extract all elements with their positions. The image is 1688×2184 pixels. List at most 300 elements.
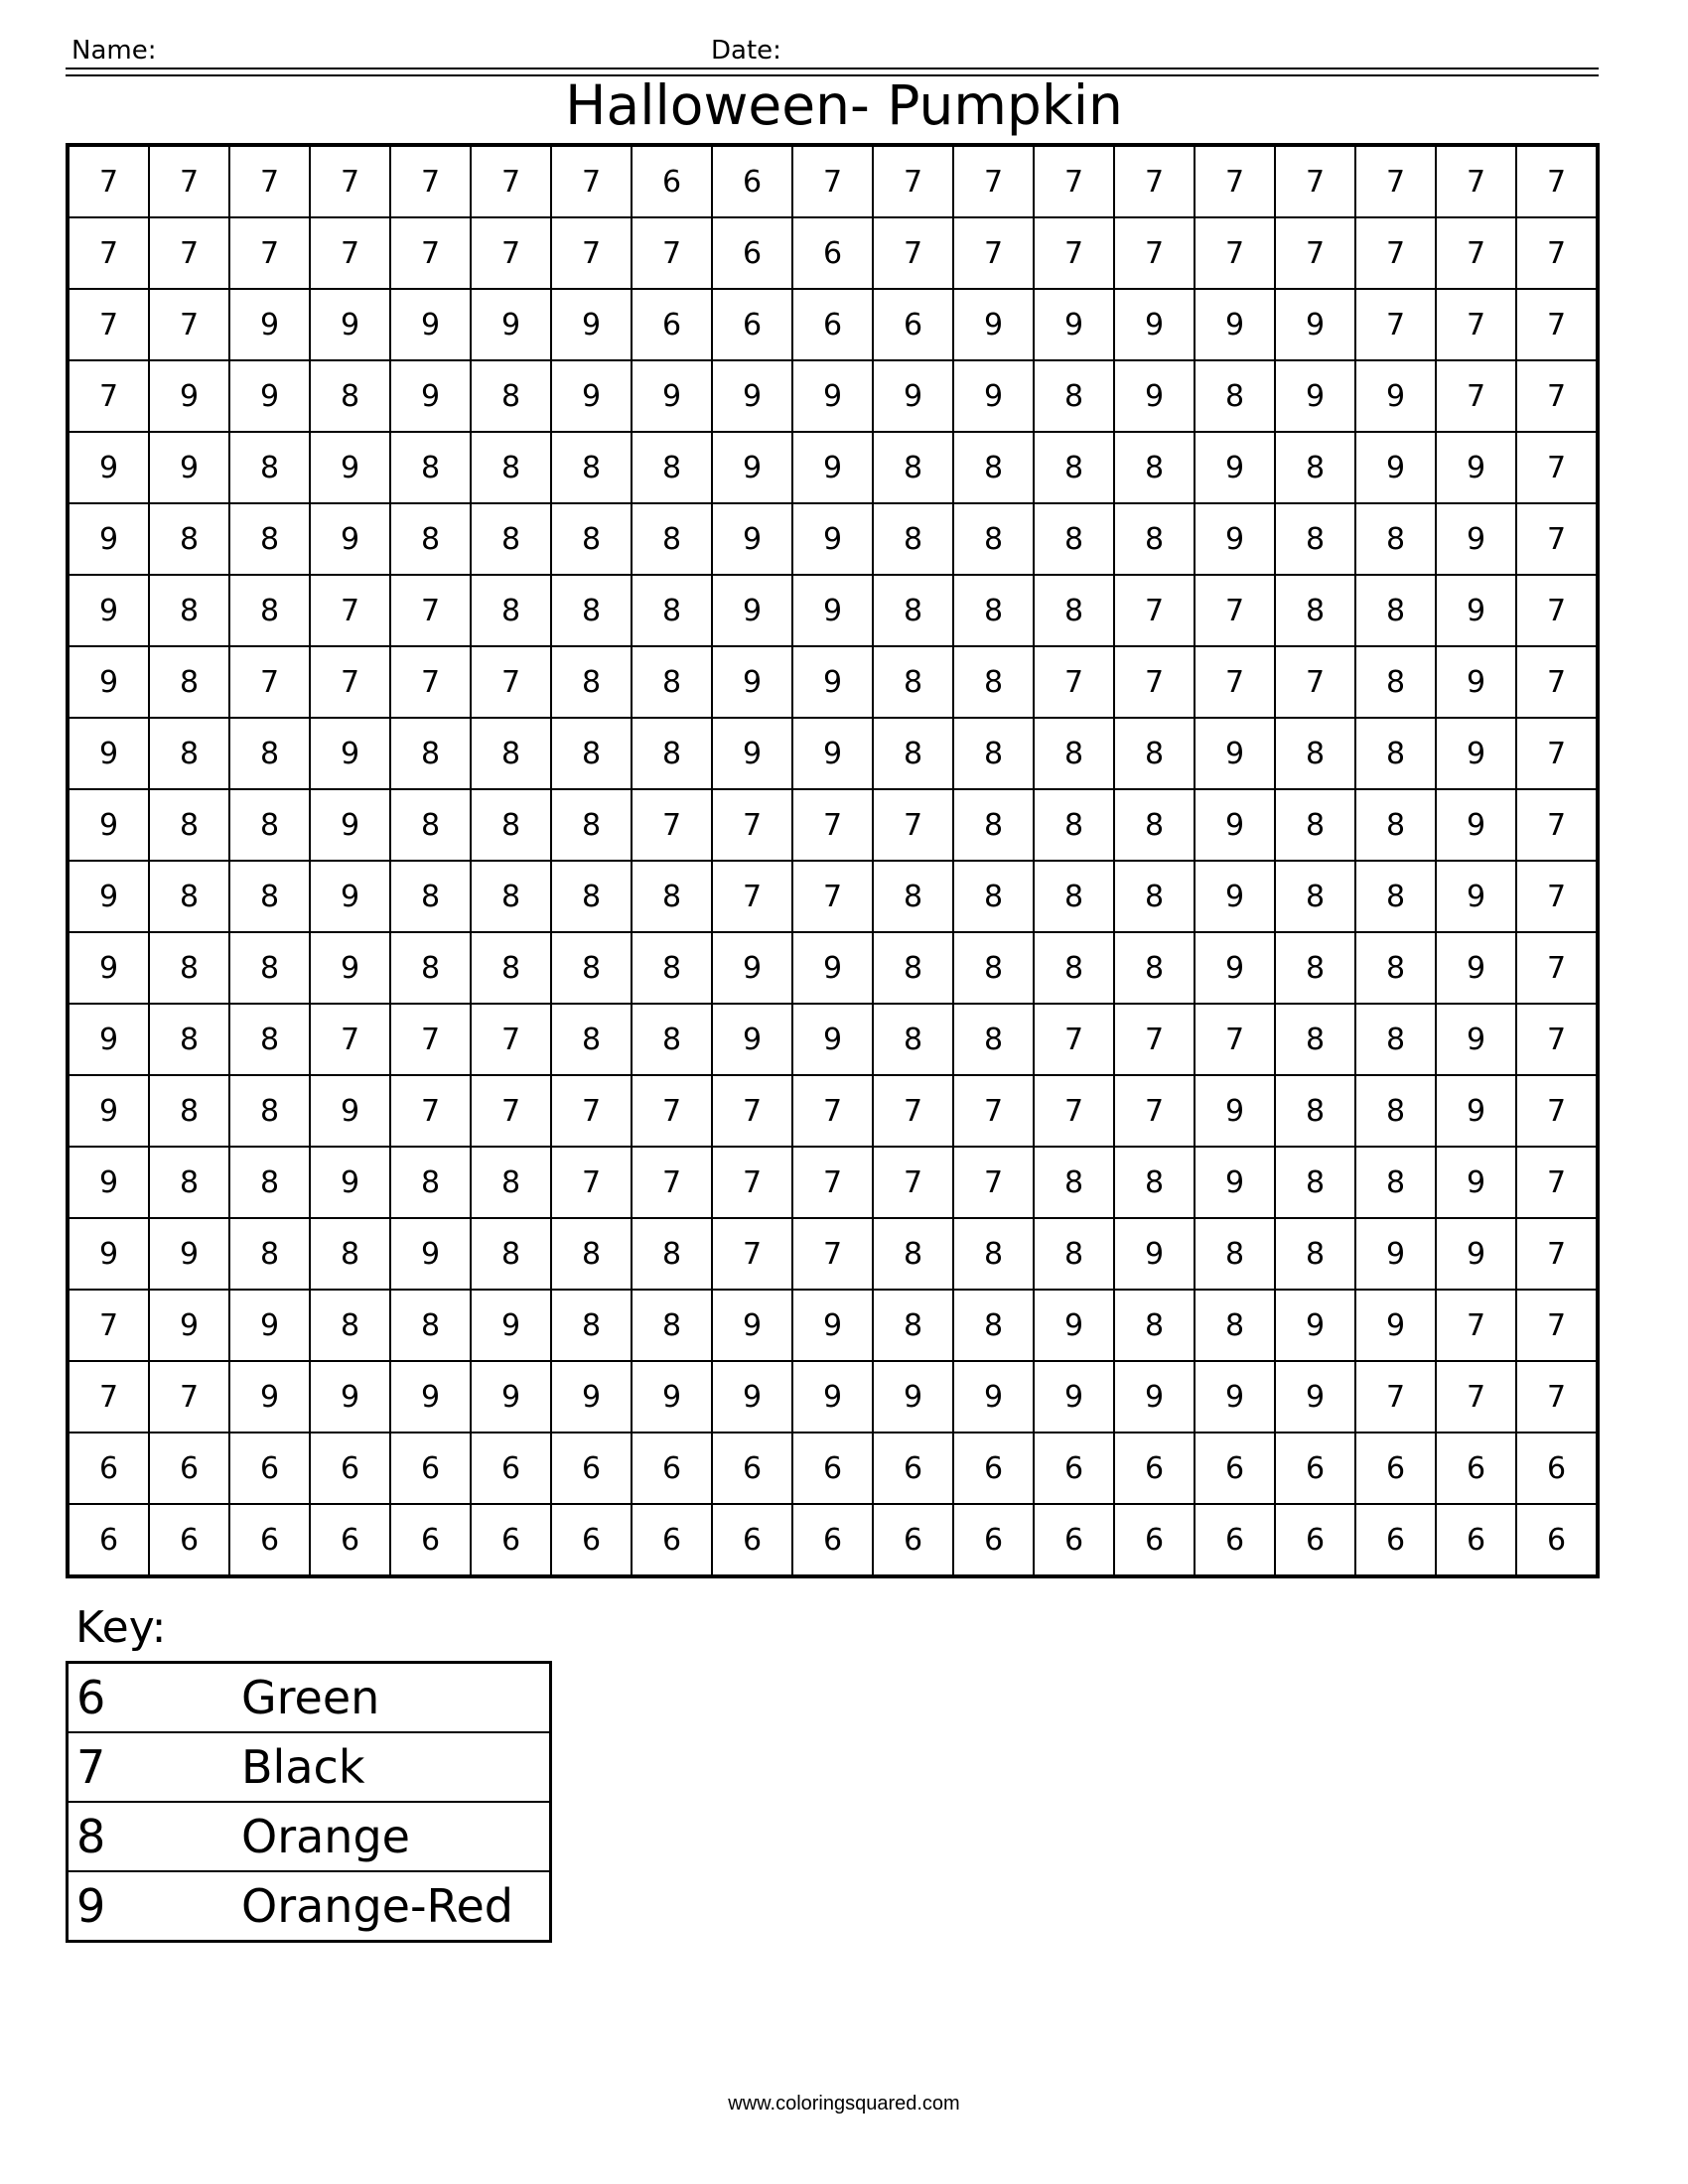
grid-cell: 8: [632, 861, 712, 932]
grid-cell: 7: [471, 145, 551, 217]
grid-cell: 8: [632, 932, 712, 1004]
grid-cell: 9: [149, 360, 229, 432]
grid-cell: 7: [1114, 646, 1195, 718]
grid-cell: 9: [792, 1290, 873, 1361]
color-key-table: [66, 1661, 552, 1943]
key-number: 8: [68, 1802, 242, 1871]
grid-cell: 8: [1114, 432, 1195, 503]
grid-cell: 7: [953, 1147, 1034, 1218]
grid-cell: 7: [1516, 1361, 1598, 1433]
grid-cell: 7: [632, 1147, 712, 1218]
grid-cell: 6: [1275, 1504, 1355, 1576]
grid-cell: 8: [1034, 861, 1114, 932]
grid-cell: 8: [632, 575, 712, 646]
grid-cell: 8: [1355, 646, 1436, 718]
grid-cell: 9: [310, 932, 390, 1004]
grid-cell: 7: [1436, 217, 1516, 289]
grid-cell: 6: [1275, 1433, 1355, 1504]
grid-cell: 8: [310, 360, 390, 432]
grid-cell: 7: [873, 1075, 953, 1147]
grid-cell: 8: [149, 1075, 229, 1147]
grid-row: [68, 718, 1598, 789]
grid-cell: 9: [1114, 1218, 1195, 1290]
grid-cell: 9: [149, 432, 229, 503]
grid-cell: 9: [712, 646, 792, 718]
grid-cell: 7: [1034, 217, 1114, 289]
grid-cell: 9: [310, 1147, 390, 1218]
grid-cell: 8: [390, 718, 471, 789]
grid-cell: 9: [471, 1290, 551, 1361]
grid-cell: 8: [1275, 1218, 1355, 1290]
grid-cell: 7: [551, 1075, 632, 1147]
grid-cell: 6: [551, 1504, 632, 1576]
grid-cell: 7: [68, 1361, 149, 1433]
grid-cell: 7: [471, 1004, 551, 1075]
grid-cell: 7: [1516, 432, 1598, 503]
grid-cell: 7: [1516, 932, 1598, 1004]
date-label: Date:: [711, 36, 781, 66]
grid-row: [68, 789, 1598, 861]
grid-cell: 9: [68, 1147, 149, 1218]
grid-cell: 6: [1195, 1433, 1275, 1504]
grid-cell: 6: [1355, 1504, 1436, 1576]
grid-cell: 8: [953, 1004, 1034, 1075]
grid-cell: 8: [149, 575, 229, 646]
grid-cell: 9: [1355, 432, 1436, 503]
grid-cell: 8: [1275, 861, 1355, 932]
grid-cell: 8: [873, 503, 953, 575]
grid-cell: 8: [229, 432, 310, 503]
grid-cell: 7: [953, 217, 1034, 289]
grid-cell: 8: [1275, 575, 1355, 646]
grid-cell: 8: [1355, 861, 1436, 932]
grid-cell: 6: [873, 289, 953, 360]
grid-row: [68, 1504, 1598, 1576]
grid-cell: 9: [68, 1004, 149, 1075]
grid-cell: 8: [873, 1290, 953, 1361]
grid-cell: 8: [390, 432, 471, 503]
grid-cell: 7: [1516, 575, 1598, 646]
grid-cell: 8: [632, 432, 712, 503]
grid-cell: 8: [1034, 932, 1114, 1004]
grid-cell: 9: [68, 575, 149, 646]
grid-cell: 9: [792, 432, 873, 503]
grid-row: [68, 217, 1598, 289]
grid-cell: 6: [1114, 1433, 1195, 1504]
grid-cell: 9: [792, 575, 873, 646]
grid-cell: 7: [1114, 217, 1195, 289]
grid-cell: 9: [1195, 861, 1275, 932]
grid-cell: 7: [1195, 646, 1275, 718]
grid-cell: 7: [1516, 217, 1598, 289]
grid-cell: 9: [792, 932, 873, 1004]
grid-cell: 8: [390, 1147, 471, 1218]
grid-cell: 6: [229, 1504, 310, 1576]
grid-cell: 7: [310, 646, 390, 718]
grid-cell: 8: [390, 789, 471, 861]
grid-cell: 7: [1195, 575, 1275, 646]
grid-cell: 6: [390, 1504, 471, 1576]
grid-cell: 8: [953, 646, 1034, 718]
grid-cell: 8: [953, 503, 1034, 575]
grid-cell: 8: [1114, 503, 1195, 575]
grid-cell: 7: [149, 217, 229, 289]
grid-cell: 7: [551, 217, 632, 289]
grid-cell: 8: [953, 575, 1034, 646]
grid-cell: 9: [1355, 360, 1436, 432]
grid-cell: 9: [712, 360, 792, 432]
grid-cell: 8: [229, 1218, 310, 1290]
grid-cell: 7: [1436, 1361, 1516, 1433]
grid-cell: 8: [1355, 1004, 1436, 1075]
grid-cell: 7: [632, 217, 712, 289]
grid-cell: 6: [1195, 1504, 1275, 1576]
grid-cell: 8: [1275, 932, 1355, 1004]
grid-cell: 7: [1516, 1290, 1598, 1361]
grid-cell: 8: [632, 503, 712, 575]
grid-cell: 7: [1516, 1004, 1598, 1075]
grid-cell: 8: [1114, 861, 1195, 932]
grid-cell: 6: [953, 1504, 1034, 1576]
grid-cell: 9: [1195, 1147, 1275, 1218]
grid-cell: 6: [1436, 1433, 1516, 1504]
grid-cell: 6: [792, 1504, 873, 1576]
grid-cell: 7: [873, 217, 953, 289]
grid-cell: 7: [1436, 145, 1516, 217]
key-row: [68, 1663, 551, 1733]
grid-cell: 7: [792, 861, 873, 932]
grid-cell: 9: [229, 1361, 310, 1433]
grid-cell: 9: [390, 360, 471, 432]
grid-cell: 7: [1516, 289, 1598, 360]
grid-cell: 7: [712, 1075, 792, 1147]
grid-cell: 7: [1516, 1147, 1598, 1218]
grid-cell: 7: [712, 861, 792, 932]
grid-cell: 6: [873, 1433, 953, 1504]
grid-cell: 7: [551, 1147, 632, 1218]
grid-cell: 9: [712, 718, 792, 789]
grid-cell: 7: [1114, 1075, 1195, 1147]
grid-cell: 7: [792, 145, 873, 217]
grid-cell: 9: [712, 1290, 792, 1361]
grid-cell: 8: [551, 575, 632, 646]
grid-cell: 9: [68, 1075, 149, 1147]
grid-cell: 8: [149, 646, 229, 718]
grid-row: [68, 575, 1598, 646]
grid-cell: 9: [712, 432, 792, 503]
grid-cell: 9: [310, 503, 390, 575]
key-color-name: Orange-Red: [241, 1871, 551, 1942]
grid-cell: 9: [1195, 289, 1275, 360]
grid-cell: 9: [1436, 718, 1516, 789]
grid-cell: 9: [229, 360, 310, 432]
grid-cell: 9: [390, 289, 471, 360]
grid-cell: 6: [551, 1433, 632, 1504]
grid-cell: 9: [632, 360, 712, 432]
grid-cell: 6: [310, 1504, 390, 1576]
grid-cell: 7: [1034, 1004, 1114, 1075]
grid-cell: 8: [471, 718, 551, 789]
grid-cell: 6: [471, 1504, 551, 1576]
grid-cell: 7: [390, 1004, 471, 1075]
grid-cell: 9: [1436, 432, 1516, 503]
grid-cell: 8: [149, 1004, 229, 1075]
grid-cell: 8: [1275, 1147, 1355, 1218]
grid-cell: 7: [229, 145, 310, 217]
grid-cell: 9: [1034, 1290, 1114, 1361]
grid-cell: 9: [310, 432, 390, 503]
grid-cell: 7: [471, 1075, 551, 1147]
grid-cell: 7: [1436, 1290, 1516, 1361]
grid-cell: 7: [953, 1075, 1034, 1147]
key-number: 6: [68, 1663, 242, 1733]
grid-cell: 7: [390, 145, 471, 217]
grid-cell: 6: [632, 1433, 712, 1504]
key-color-name: Orange: [241, 1802, 551, 1871]
grid-cell: 7: [792, 1218, 873, 1290]
grid-cell: 6: [792, 1433, 873, 1504]
grid-cell: 6: [68, 1433, 149, 1504]
grid-cell: 7: [390, 646, 471, 718]
grid-row: [68, 861, 1598, 932]
grid-cell: 8: [551, 503, 632, 575]
grid-cell: 7: [712, 1218, 792, 1290]
grid-cell: 8: [1114, 789, 1195, 861]
grid-cell: 6: [1034, 1504, 1114, 1576]
grid-cell: 8: [229, 932, 310, 1004]
grid-cell: 7: [1516, 1075, 1598, 1147]
grid-cell: 9: [1275, 289, 1355, 360]
grid-cell: 9: [953, 1361, 1034, 1433]
grid-row: [68, 360, 1598, 432]
grid-cell: 7: [1516, 861, 1598, 932]
grid-cell: 7: [310, 145, 390, 217]
grid-cell: 6: [632, 1504, 712, 1576]
grid-cell: 9: [792, 1004, 873, 1075]
grid-cell: 6: [792, 289, 873, 360]
key-number: 9: [68, 1871, 242, 1942]
grid-cell: 8: [229, 1075, 310, 1147]
grid-cell: 7: [1516, 789, 1598, 861]
grid-cell: 8: [149, 789, 229, 861]
grid-cell: 8: [953, 718, 1034, 789]
grid-cell: 6: [390, 1433, 471, 1504]
grid-cell: 6: [1436, 1504, 1516, 1576]
grid-cell: 7: [632, 789, 712, 861]
grid-cell: 8: [551, 1004, 632, 1075]
grid-cell: 7: [1516, 145, 1598, 217]
key-color-name: Black: [241, 1732, 551, 1802]
grid-cell: 8: [310, 1218, 390, 1290]
grid-row: [68, 1361, 1598, 1433]
grid-cell: 9: [551, 289, 632, 360]
grid-cell: 9: [1195, 1361, 1275, 1433]
grid-cell: 9: [1034, 289, 1114, 360]
grid-row: [68, 932, 1598, 1004]
header-rule-top: [66, 68, 1599, 69]
grid-cell: 8: [953, 932, 1034, 1004]
grid-cell: 7: [390, 575, 471, 646]
grid-cell: 8: [471, 1218, 551, 1290]
grid-cell: 8: [229, 503, 310, 575]
grid-cell: 9: [149, 1218, 229, 1290]
grid-cell: 8: [471, 575, 551, 646]
grid-cell: 7: [712, 1147, 792, 1218]
grid-cell: 7: [1114, 145, 1195, 217]
grid-cell: 6: [712, 145, 792, 217]
grid-cell: 8: [149, 932, 229, 1004]
grid-cell: 9: [1275, 360, 1355, 432]
grid-cell: 9: [310, 861, 390, 932]
grid-cell: 7: [1355, 217, 1436, 289]
grid-cell: 8: [229, 718, 310, 789]
grid-cell: 7: [68, 1290, 149, 1361]
grid-cell: 8: [953, 1290, 1034, 1361]
grid-cell: 7: [1516, 1218, 1598, 1290]
grid-cell: 6: [632, 289, 712, 360]
grid-cell: 9: [792, 360, 873, 432]
grid-cell: 6: [1516, 1433, 1598, 1504]
grid-cell: 9: [712, 1004, 792, 1075]
grid-cell: 8: [1355, 575, 1436, 646]
key-row: [68, 1732, 551, 1802]
grid-cell: 7: [229, 646, 310, 718]
grid-cell: 9: [1275, 1290, 1355, 1361]
grid-cell: 6: [873, 1504, 953, 1576]
grid-cell: 9: [873, 1361, 953, 1433]
grid-cell: 8: [310, 1290, 390, 1361]
grid-cell: 9: [310, 718, 390, 789]
grid-cell: 8: [1355, 718, 1436, 789]
grid-cell: 9: [68, 718, 149, 789]
grid-cell: 9: [1114, 360, 1195, 432]
grid-row: [68, 1290, 1598, 1361]
key-row: [68, 1871, 551, 1942]
grid-cell: 8: [953, 1218, 1034, 1290]
grid-cell: 7: [1034, 646, 1114, 718]
grid-cell: 9: [873, 360, 953, 432]
grid-cell: 8: [551, 432, 632, 503]
grid-row: [68, 646, 1598, 718]
grid-cell: 7: [229, 217, 310, 289]
grid-cell: 8: [229, 789, 310, 861]
grid-cell: 9: [712, 1361, 792, 1433]
grid-cell: 6: [1516, 1504, 1598, 1576]
grid-cell: 8: [1034, 1147, 1114, 1218]
grid-cell: 9: [792, 1361, 873, 1433]
grid-cell: 9: [229, 1290, 310, 1361]
grid-cell: 7: [792, 789, 873, 861]
grid-cell: 7: [149, 1361, 229, 1433]
grid-cell: 8: [1275, 503, 1355, 575]
grid-cell: 9: [310, 789, 390, 861]
grid-cell: 7: [471, 646, 551, 718]
grid-cell: 8: [229, 1147, 310, 1218]
key-color-name: Green: [241, 1663, 551, 1733]
grid-cell: 9: [1436, 1075, 1516, 1147]
grid-row: [68, 289, 1598, 360]
grid-cell: 7: [1114, 1004, 1195, 1075]
grid-cell: 7: [712, 789, 792, 861]
grid-cell: 8: [1034, 575, 1114, 646]
grid-cell: 9: [1195, 503, 1275, 575]
grid-cell: 6: [310, 1433, 390, 1504]
grid-cell: 9: [390, 1218, 471, 1290]
grid-cell: 9: [149, 1290, 229, 1361]
grid-cell: 8: [390, 932, 471, 1004]
grid-cell: 8: [1034, 503, 1114, 575]
grid-cell: 8: [1275, 718, 1355, 789]
grid-cell: 8: [873, 1218, 953, 1290]
grid-cell: 7: [953, 145, 1034, 217]
grid-cell: 7: [310, 217, 390, 289]
grid-cell: 9: [68, 1218, 149, 1290]
grid-cell: 9: [1436, 503, 1516, 575]
grid-row: [68, 1004, 1598, 1075]
grid-cell: 8: [1195, 360, 1275, 432]
name-label: Name:: [71, 36, 157, 66]
grid-cell: 8: [632, 646, 712, 718]
key-label: Key:: [75, 1602, 167, 1653]
grid-cell: 9: [1436, 1147, 1516, 1218]
grid-cell: 8: [551, 718, 632, 789]
grid-cell: 7: [68, 217, 149, 289]
grid-cell: 9: [310, 1075, 390, 1147]
grid-cell: 7: [390, 217, 471, 289]
grid-cell: 9: [712, 932, 792, 1004]
grid-cell: 8: [1355, 789, 1436, 861]
number-grid: [66, 143, 1600, 1578]
grid-cell: 8: [1355, 1147, 1436, 1218]
grid-cell: 7: [1516, 646, 1598, 718]
grid-cell: 8: [390, 503, 471, 575]
grid-cell: 9: [1436, 789, 1516, 861]
grid-cell: 8: [551, 1218, 632, 1290]
grid-cell: 8: [551, 932, 632, 1004]
grid-cell: 8: [1275, 789, 1355, 861]
grid-cell: 6: [229, 1433, 310, 1504]
grid-cell: 9: [551, 360, 632, 432]
grid-cell: 9: [1034, 1361, 1114, 1433]
grid-cell: 7: [390, 1075, 471, 1147]
grid-cell: 8: [1114, 932, 1195, 1004]
grid-cell: 6: [149, 1433, 229, 1504]
grid-cell: 8: [229, 1004, 310, 1075]
grid-row: [68, 1147, 1598, 1218]
grid-cell: 9: [792, 718, 873, 789]
grid-cell: 7: [1516, 718, 1598, 789]
grid-cell: 8: [1275, 1075, 1355, 1147]
grid-cell: 7: [792, 1075, 873, 1147]
grid-cell: 9: [1436, 932, 1516, 1004]
grid-cell: 8: [471, 503, 551, 575]
grid-cell: 9: [712, 575, 792, 646]
grid-cell: 9: [1114, 289, 1195, 360]
grid-cell: 6: [149, 1504, 229, 1576]
grid-cell: 9: [551, 1361, 632, 1433]
grid-cell: 8: [1034, 432, 1114, 503]
grid-cell: 8: [390, 1290, 471, 1361]
grid-cell: 8: [149, 718, 229, 789]
grid-cell: 9: [1195, 932, 1275, 1004]
grid-cell: 9: [68, 432, 149, 503]
grid-cell: 9: [1275, 1361, 1355, 1433]
grid-cell: 8: [471, 932, 551, 1004]
grid-cell: 9: [1355, 1290, 1436, 1361]
grid-cell: 9: [632, 1361, 712, 1433]
grid-cell: 7: [1355, 289, 1436, 360]
grid-cell: 8: [632, 1290, 712, 1361]
